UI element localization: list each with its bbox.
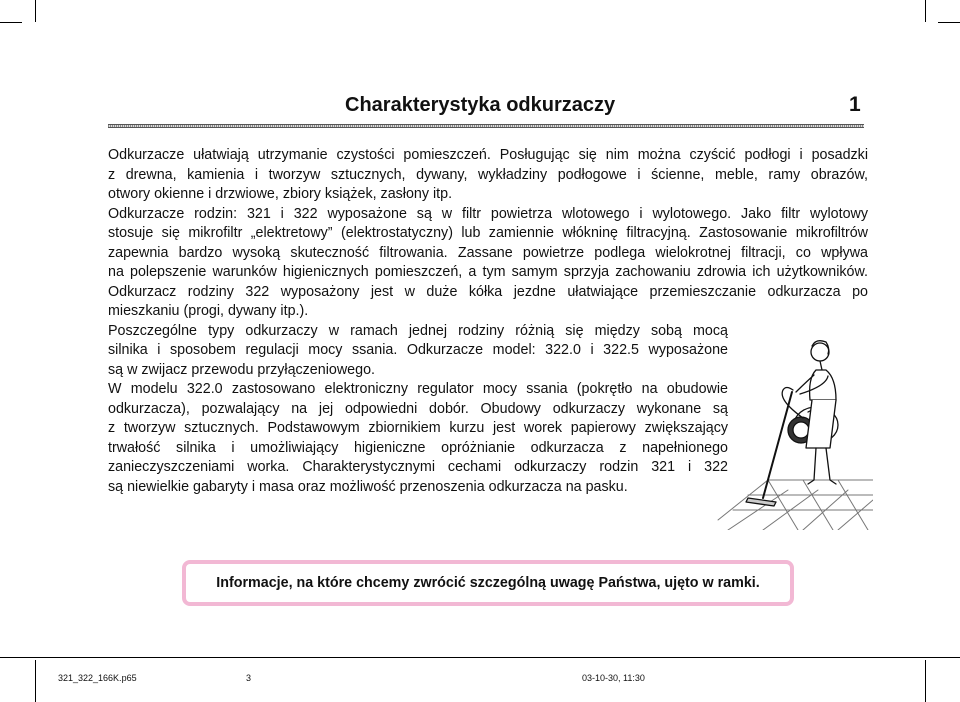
footer-page: 3 [246, 673, 252, 683]
body-line: zanieczyszczeniami worka. Charakterystycznymi cechami odkurzaczy rodzin 321 i 322 [108, 459, 728, 475]
body-line: z drewna, kamienia i tworzyw sztucznych, dywany, wykładziny podłogowe i ścienne, meble, ramy obrazów, [108, 166, 868, 183]
footer-file: 321_322_166K.p65 [58, 673, 137, 683]
body-line: są niewielkie gabaryty i masa oraz możliwość przenoszenia odkurzacza na pasku. [108, 478, 628, 495]
page-title: Charakterystyka odkurzaczy [345, 94, 616, 116]
crop-mark-top-right-h [938, 22, 960, 23]
notice-box [182, 560, 794, 606]
body-line: stosuje się mikrofiltr „elektretowy” (elektrostatyczny) lub zamiennie włókninę filtracyjną. Zastosowanie mikrofiltrów [108, 225, 868, 241]
crop-mark-top-left-h [0, 22, 22, 23]
crop-mark-bottom-right [925, 660, 926, 702]
footer-timestamp: 03-10-30, 11:30 [582, 673, 645, 683]
body-line: Odkurzacz rodziny 322 wyposażony jest w duże kółka jezdne ułatwiające przemieszczanie odkurzacza po [108, 283, 868, 300]
crop-mark-bottom-left [35, 660, 36, 702]
body-line: mieszkaniu (progi, dywany itp.). [108, 303, 309, 319]
body-line: otwory okienne i drzwiowe, zbiory książek, zasłony itp. [108, 186, 453, 202]
body-line: Odkurzacze ułatwiają utrzymanie czystości pomieszczeń. Posługując się nim można czyścić podłogi i posadzki [108, 147, 868, 163]
crop-mark-top-right [925, 0, 926, 22]
body-line: są w zwijacz przewodu przyłączeniowego. [108, 361, 375, 378]
page-number: 1 [849, 93, 861, 116]
body-line: Odkurzacze rodzin: 321 i 322 wyposażone są w filtr powietrza wlotowego i wylotowego. Jako filtr wylotowy [108, 205, 868, 222]
body-line: W modelu 322.0 zastosowano elektroniczny regulator mocy ssania (pokrętło na obudowie [108, 381, 728, 397]
body-line: odkurzacza), pozwalający na jej odpowiedni dobór. Obudowy odkurzaczy wykonane są [108, 400, 728, 417]
body-line: trwałość silnika i umożliwiający higieniczne opróżnianie odkurzacza z napełnionego [108, 439, 728, 456]
header-rule [108, 124, 864, 128]
notice-text: Informacje, na które chcemy zwrócić szczególną uwagę Państwa, ujęto w ramki. [216, 575, 760, 591]
body-line: Poszczególne typy odkurzaczy w ramach jednej rodziny różnią się między sobą mocą [108, 322, 728, 339]
footer-rule [0, 657, 960, 658]
body-line: zapewnia bardzo wysoką skuteczność filtrowania. Zassane powietrze podlega wielokrotnej filtracji, co wpływa [108, 244, 868, 261]
body-line: z tworzyw sztucznych. Podstawowym zbiornikiem kurzu jest worek papierowy zwiększający [108, 420, 728, 436]
body-line: silnika i sposobem regulacji mocy ssania. Odkurzacze model: 322.0 i 322.5 wyposażone [108, 342, 728, 358]
woman-vacuuming-icon [708, 330, 873, 530]
crop-mark-top-left [35, 0, 36, 22]
body-line: na polepszenie warunków higienicznych pomieszczeń, a tym samym sprzyja zachowaniu zdrowia ich użytkowników. [108, 264, 868, 280]
